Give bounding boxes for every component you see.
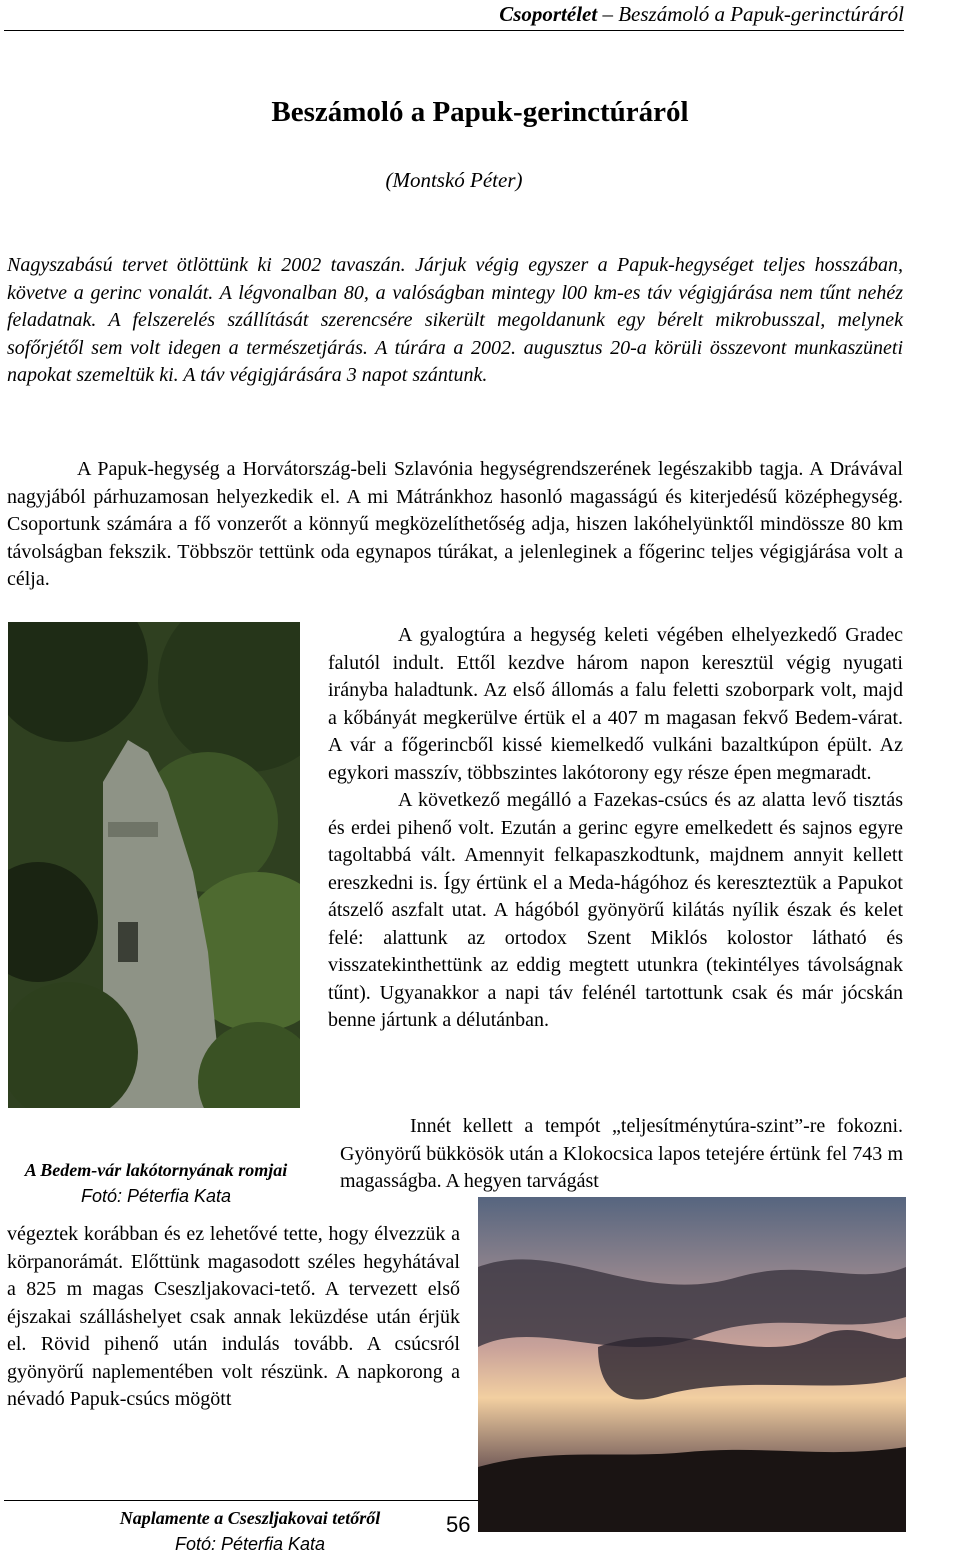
page-number: 56 — [446, 1512, 471, 1537]
running-head-separator: – — [597, 2, 619, 26]
sunset-photo-caption — [40, 1505, 460, 1557]
sunset-caption-credit: Fotó: Péterfia Kata — [174, 1534, 326, 1554]
paragraph-2: A Papuk-hegység a Horvátország-beli Szlavónia hegységrendszerének legészakibb tagja. A Drávával nagyjából párhuzamosan helyezkedik el. A mi Mátránkhoz hasonló magasságú és kiterjedésű középhegység. Csoportunk számára a fő vonzerőt a könnyű megközelíthetőség adja, hiszen lakóhelyünktől mindössze 80 km távolságban fekszik. Többször tettünk oda egynapos túrákat, a jelenleginek a főgerinc teljes végigjárása volt a célja. — [7, 458, 903, 590]
paragraph-3-part-1: A gyalogtúra a hegység keleti végében elhelyezkedő Gradec falutól indult. Ettől kezdve három napon keresztül végig nyugati irányba haladtunk. Az első állomás a falu feletti szoborpark volt, majd a kőbányát megkerülve értük el a 407 m magasan fekvő Bedem-várat. A vár a főgerincből kissé kiemelkedő vulkáni bazaltkúpon épült. Az egykori masszív, többszintes lakótorony egy része épen megmaradt. — [328, 624, 903, 784]
running-head-section: Csoportélet — [499, 2, 598, 26]
paragraph-3 — [328, 622, 903, 1035]
sunset-illustration — [478, 1197, 906, 1532]
sunset-caption-title: Naplamente a Cseszljakovai tetőről — [119, 1508, 381, 1528]
castle-caption-title: A Bedem-vár lakótornyának romjai — [24, 1160, 288, 1180]
castle-caption-credit: Fotó: Péterfia Kata — [80, 1186, 232, 1206]
paragraph-5: végeztek korábban és ez lehetővé tette, hogy élvezzük a körpanorámát. Előttünk magasodott széles hegyhátával a 825 m magas Cseszljakovaci-tető. A tervezett első éjszakai szálláshelyet csak annak leküzdése után érjük el. Rövid pihenő után indulás tovább. A csúcsról gyönyörű naplementében volt részünk. A napkorong a névadó Papuk-csúcs mögött — [7, 1223, 460, 1410]
footer-rule — [4, 1500, 478, 1501]
running-head-title: Beszámoló a Papuk-gerinctúráról — [618, 2, 904, 26]
article-author: (Montskó Péter) — [385, 168, 523, 192]
castle-ruin-illustration — [8, 622, 300, 1108]
lead-paragraph: Nagyszabású tervet ötlöttünk ki 2002 tavaszán. Járjuk végig egyszer a Papuk-hegységet teljes hosszában, követve a gerinc vonalát. A légvonalban 80, a valóságban mintegy l00 km-es táv végigjárása nem tűnt nehéz feladatnak. A felszerelés szállítását szerencsére sikerült megoldanunk egy bérelt mikrobusszal, melynek sofőrjétől sem volt idegen a természetjárás. A túrára a 2002. augusztus 20-a körüli összevont munkaszüneti napokat szemeltük ki. A táv végigjárására 3 napot szántunk. — [7, 254, 903, 386]
castle-ruin-photo — [8, 622, 300, 1108]
article-title: Beszámoló a Papuk-gerinctúráról — [271, 96, 689, 128]
paragraph-4: Innét kellett a tempót „teljesítménytúra-szint”-re fokozni. Gyönyörű bükkösök után a Klokocsica lapos tetejére értünk fel 743 m magasságba. A hegyen tarvágást — [340, 1115, 903, 1192]
running-head — [499, 2, 904, 27]
castle-photo-caption — [6, 1157, 306, 1209]
paragraph-3-part-2: A következő megálló a Fazekas-csúcs és az alatta levő tisztás és erdei pihenő volt. Ezután a gerinc egyre emelkedett és sajnos egyre tagoltabbá vált. Amennyit felkapaszkodtunk, majdnem annyit kellett ereszkedni is. Így értünk el a Meda-hágóhoz és kereszteztük a Papukot átszelő aszfalt utat. A hágóból gyönyörű kilátás nyílik észak és kelet felé: alattunk az ortodox Szent Miklós kolostor látható és visszatekinthettünk az eddig megtett utunkra (tekintélyes távolságnak tűnt). Ugyanakkor a napi táv felénél tartottunk csak és már jócskán benne jártunk a délutánban. — [328, 789, 903, 1031]
sunset-photo — [478, 1197, 906, 1532]
header-rule — [4, 30, 904, 31]
